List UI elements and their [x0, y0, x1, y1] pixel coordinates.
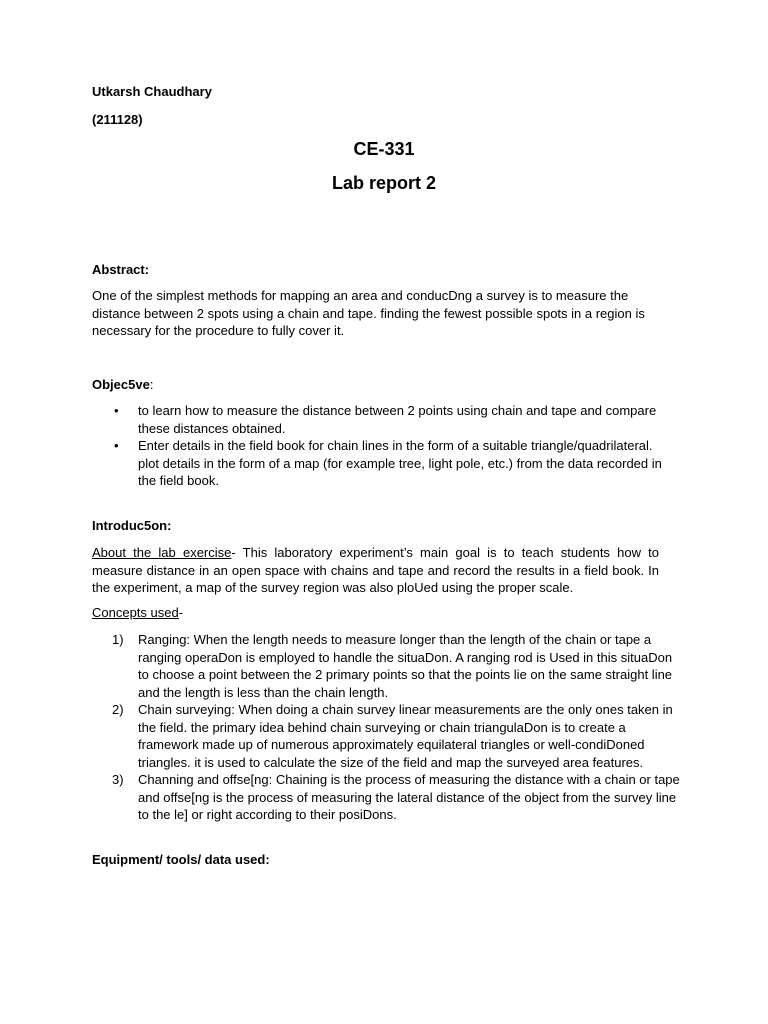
equipment-heading: Equipment/ tools/ data used: — [92, 852, 270, 867]
abstract-text: One of the simplest methods for mapping an area and conducDng a survey is to measure the distance between 2 spots using a chain and tape. finding the fewest possible spots in a region is necessary for the procedure to fully cover it. — [92, 288, 645, 338]
course-code: CE-331 — [353, 139, 415, 159]
about-lab-text: - This laboratory experiment’s main goal is to teach students how to measure distance in an open space with chains and tape and record the results in a field book. In the experiment, a map of the survey region was also ploUed using the proper scale. — [92, 545, 659, 595]
author-roll-number: (211128) — [92, 112, 143, 127]
list-number: 2) — [112, 702, 124, 717]
objective-heading — [92, 376, 672, 394]
about-lab-label: About the lab exercise — [92, 545, 232, 560]
abstract-heading: Abstract: — [92, 262, 150, 277]
concepts-heading — [92, 604, 672, 622]
introduction-heading: Introduc5on: — [92, 518, 172, 533]
list-number: 1) — [112, 632, 124, 647]
list-number: 3) — [112, 772, 124, 787]
concept-text: Chain surveying: When doing a chain survey linear measurements are the only ones taken in the field. the primary idea behind chain surveying or chain triangulaDon is to create a framework made up of numerous approximately equilateral triangles or well-condiDoned triangles. it is used to calculate the size of the field and map the surveyed area features. — [138, 702, 673, 770]
objective-item — [92, 437, 677, 490]
concept-item — [92, 631, 682, 701]
report-title: Lab report 2 — [331, 173, 437, 193]
concept-item — [92, 771, 682, 824]
about-lab-paragraph — [92, 544, 659, 597]
objective-item-text: Enter details in the field book for chain lines in the form of a suitable triangle/quadrilateral. plot details in the form of a map (for example tree, light pole, etc.) from the data recorded in the field book. — [138, 438, 662, 488]
objective-heading-colon: : — [149, 377, 154, 392]
objective-item — [92, 402, 677, 437]
objective-item-text: to learn how to measure the distance between 2 points using chain and tape and compare these distances obtained. — [138, 403, 657, 436]
bullet-marker: • — [114, 438, 119, 453]
concepts-suffix: - — [178, 605, 184, 620]
concept-text: Channing and offse[ng: Chaining is the process of measuring the distance with a chain or tape and offse[ng is the process of measuring the lateral distance of the object from the survey line to the le] or right according to their posiDons. — [138, 772, 680, 822]
concept-item — [92, 701, 682, 771]
bullet-marker: • — [114, 403, 119, 418]
objective-list — [92, 402, 677, 490]
concepts-label: Concepts used — [92, 605, 179, 620]
objective-heading-label: Objec5ve — [92, 377, 150, 392]
concept-text: Ranging: When the length needs to measure longer than the length of the chain or tape a ranging operaDon is employed to handle the situaDon. A ranging rod is Used in this situaDon to choose a point between the 2 primary points so that the points lie on the same straight line and the length is less than the chain length. — [138, 632, 673, 700]
author-name: Utkarsh Chaudhary — [92, 84, 212, 99]
concepts-list — [92, 631, 682, 824]
